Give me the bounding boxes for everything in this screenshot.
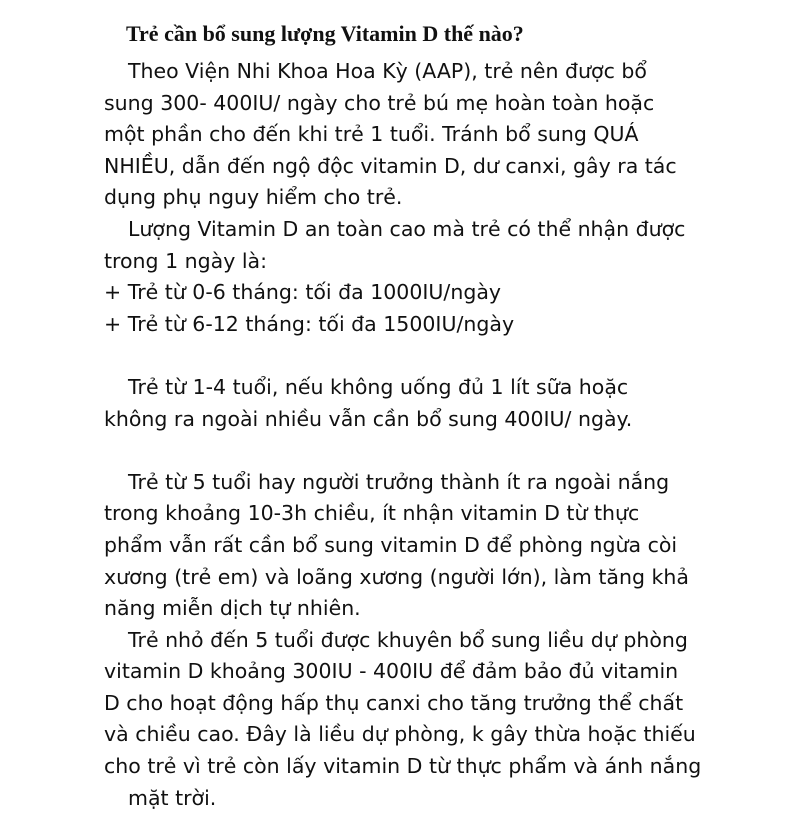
text-line: trong 1 ngày là: [104, 248, 268, 273]
text-line: mặt trời. [128, 785, 217, 810]
text-line: NHIỀU, dẫn đến ngộ độc vitamin D, dư canxi, gây ra tác [104, 153, 677, 178]
text-line: trong khoảng 10-3h chiều, ít nhận vitamin D từ thực [104, 501, 640, 526]
text-line: sung 300- 400IU/ ngày cho trẻ bú mẹ hoàn toàn hoặc [104, 90, 655, 115]
text-line: Theo Viện Nhi Khoa Hoa Kỳ (AAP), trẻ nên được bổ [128, 59, 647, 83]
text-line: D cho hoạt động hấp thụ canxi cho tăng trưởng thể chất [104, 690, 684, 715]
text-line: một phần cho đến khi trẻ 1 tuổi. Tránh bổ sung QUÁ [104, 122, 639, 147]
paragraph-gap [104, 435, 794, 467]
text-line: phẩm vẫn rất cần bổ sung vitamin D để phòng ngừa còi [104, 532, 678, 557]
text-line: Lượng Vitamin D an toàn cao mà trẻ có thể nhận được [128, 216, 686, 241]
text-line: Trẻ từ 1-4 tuổi, nếu không uống đủ 1 lít sữa hoặc [128, 374, 629, 399]
paragraph-gap [104, 340, 794, 372]
text-line: Trẻ từ 5 tuổi hay người trưởng thành ít ra ngoài nắng [128, 469, 670, 494]
text-line: + Trẻ từ 0-6 tháng: tối đa 1000IU/ngày [104, 280, 502, 305]
text-line: vitamin D khoảng 300IU - 400IU để đảm bảo đủ vitamin [104, 659, 679, 684]
text-line: và chiều cao. Đây là liều dự phòng, k gây thừa hoặc thiếu [104, 722, 696, 747]
text-line: + Trẻ từ 6-12 tháng: tối đa 1500IU/ngày [104, 311, 515, 336]
text-line: cho trẻ vì trẻ còn lấy vitamin D từ thực phẩm và ánh nắng [104, 754, 702, 779]
text-line: xương (trẻ em) và loãng xương (người lớn), làm tăng khả [104, 564, 689, 589]
text-line: không ra ngoài nhiều vẫn cần bổ sung 400IU/ ngày. [104, 406, 633, 431]
text-line: năng miễn dịch tự nhiên. [104, 596, 361, 621]
article-body [104, 56, 794, 814]
text-line: Trẻ nhỏ đến 5 tuổi được khuyên bổ sung liều dự phòng [128, 627, 688, 652]
article-title: Trẻ cần bổ sung lượng Vitamin D thế nào? [126, 21, 524, 46]
text-line: dụng phụ nguy hiểm cho trẻ. [104, 185, 403, 210]
